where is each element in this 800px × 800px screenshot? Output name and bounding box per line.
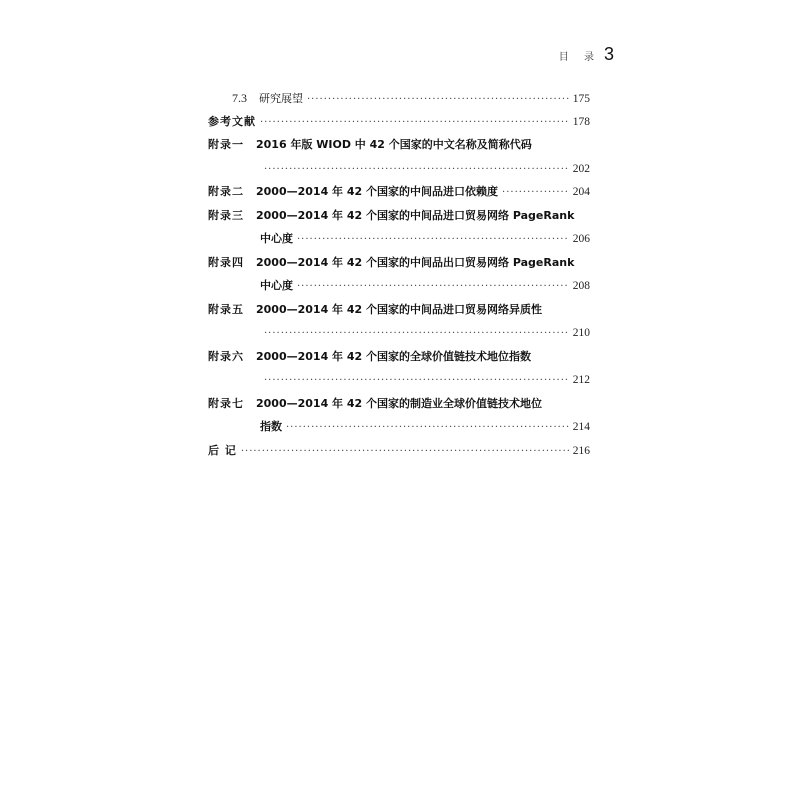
toc-entry-title: 研究展望 bbox=[259, 92, 303, 105]
toc-entry-appendix-3-cont[interactable] bbox=[208, 229, 590, 253]
toc-entry-appendix-7[interactable] bbox=[208, 394, 590, 418]
leader-dots bbox=[297, 230, 569, 250]
leader-dots bbox=[307, 90, 569, 110]
running-header bbox=[559, 44, 614, 65]
toc-page-number: 175 bbox=[572, 93, 590, 105]
leader-dots bbox=[264, 160, 569, 180]
toc-entry-appendix-4[interactable] bbox=[208, 253, 590, 277]
leader-dots bbox=[260, 113, 569, 133]
toc-page-number: 210 bbox=[572, 327, 590, 339]
toc-entry-title: 2000—2014 年 42 个国家的中间品进口贸易网络 PageRank bbox=[256, 208, 575, 222]
toc-page-number: 208 bbox=[572, 280, 590, 292]
toc-entry-label: 附录五 bbox=[208, 302, 244, 316]
toc-entry-label: 后 记 bbox=[208, 443, 237, 457]
toc-entry-title: 2016 年版 WIOD 中 42 个国家的中文名称及简称代码 bbox=[256, 138, 532, 151]
toc-entry-appendix-4-cont[interactable] bbox=[208, 276, 590, 300]
leader-dots bbox=[241, 442, 569, 462]
header-label: 目 录 bbox=[558, 52, 600, 63]
leader-dots bbox=[297, 277, 569, 297]
toc-entry-label: 参考文献 bbox=[208, 114, 256, 128]
toc-page-number: 214 bbox=[572, 421, 590, 433]
toc-entry-appendix-5[interactable] bbox=[208, 300, 590, 324]
toc-entry-title: 2000—2014 年 42 个国家的中间品进口依赖度 bbox=[256, 185, 499, 198]
toc-entry-title: 2000—2014 年 42 个国家的全球价值链技术地位指数 bbox=[256, 349, 532, 363]
table-of-contents bbox=[208, 88, 590, 464]
leader-dots bbox=[264, 371, 569, 391]
toc-entry-label: 附录二 bbox=[208, 185, 244, 198]
toc-entry-title-cont: 中心度 bbox=[260, 279, 293, 292]
toc-entry-label: 附录三 bbox=[208, 208, 244, 222]
leader-dots bbox=[502, 183, 569, 203]
toc-entry-appendix-3[interactable] bbox=[208, 206, 590, 230]
toc-entry-afterword[interactable] bbox=[208, 441, 590, 465]
toc-entry-appendix-7-cont[interactable] bbox=[208, 417, 590, 441]
toc-page-number: 206 bbox=[572, 233, 590, 245]
toc-page-number: 202 bbox=[572, 162, 590, 175]
leader-dots bbox=[264, 324, 569, 344]
toc-entry-appendix-5-cont[interactable] bbox=[208, 323, 590, 347]
toc-entry-appendix-1-cont[interactable] bbox=[208, 159, 590, 183]
toc-entry-appendix-2[interactable] bbox=[208, 182, 590, 206]
toc-entry-title: 2000—2014 年 42 个国家的中间品进口贸易网络异质性 bbox=[256, 302, 543, 316]
leader-dots bbox=[286, 418, 569, 438]
toc-page-number: 178 bbox=[572, 115, 590, 128]
toc-page-number: 212 bbox=[572, 374, 590, 386]
header-page-number: 3 bbox=[603, 44, 614, 64]
toc-entry-title-cont: 中心度 bbox=[260, 232, 293, 245]
toc-entry-appendix-1[interactable] bbox=[208, 135, 590, 159]
toc-page-number: 216 bbox=[572, 444, 590, 457]
toc-entry-7-3[interactable] bbox=[208, 88, 590, 112]
toc-entry-label: 附录四 bbox=[208, 255, 244, 269]
toc-section-number: 7.3 bbox=[232, 91, 247, 105]
toc-entry-title: 2000—2014 年 42 个国家的制造业全球价值链技术地位 bbox=[256, 396, 543, 410]
toc-entry-label: 附录六 bbox=[208, 349, 244, 363]
toc-entry-appendix-6-cont[interactable] bbox=[208, 370, 590, 394]
toc-entry-references[interactable] bbox=[208, 112, 590, 136]
toc-entry-title: 2000—2014 年 42 个国家的中间品出口贸易网络 PageRank bbox=[256, 255, 575, 269]
toc-entry-appendix-6[interactable] bbox=[208, 347, 590, 371]
toc-entry-title-cont: 指数 bbox=[260, 420, 282, 433]
toc-page-number: 204 bbox=[572, 186, 590, 198]
toc-entry-label: 附录七 bbox=[208, 396, 244, 410]
toc-entry-label: 附录一 bbox=[208, 138, 244, 151]
